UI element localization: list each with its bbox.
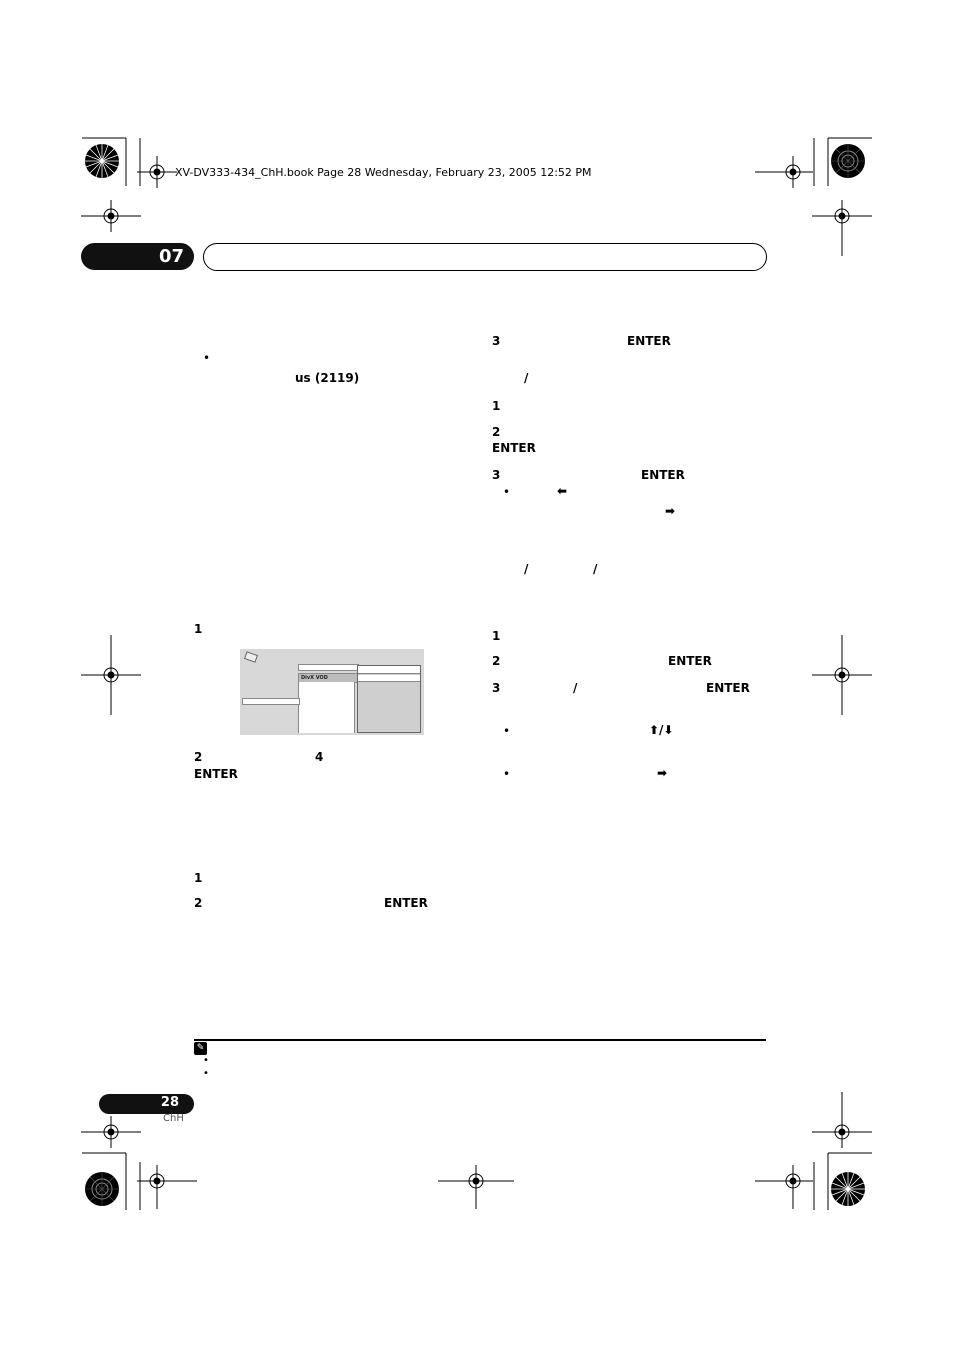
bullet: • — [503, 485, 511, 499]
step-number: 3 — [492, 468, 501, 482]
slash-separator: / — [593, 562, 598, 576]
book-info-header: XV-DV333-434_ChH.book Page 28 Wednesday, February 23, 2005 12:52 PM — [175, 166, 592, 179]
step-number: 3 — [492, 681, 501, 695]
slash-separator: / — [524, 562, 529, 576]
menu-row — [298, 664, 359, 671]
menu-item-label: DivX VOD — [301, 675, 328, 681]
slash-separator: / — [573, 681, 578, 695]
slash-separator: / — [524, 371, 529, 385]
enter-key-label: ENTER — [668, 654, 712, 668]
notes-divider — [194, 1039, 766, 1041]
page-number-tab — [99, 1094, 194, 1114]
step-value: 4 — [315, 750, 324, 764]
option-row — [358, 666, 420, 674]
step-number: 1 — [492, 629, 501, 643]
language-code: ChH — [163, 1113, 184, 1124]
enter-key-label: ENTER — [641, 468, 685, 482]
arrow-left-icon: ⬅ — [557, 484, 568, 498]
chapter-tab — [81, 243, 194, 270]
step-number: 3 — [492, 334, 501, 348]
bullet: • — [203, 1068, 209, 1079]
setup-screen-illustration — [240, 649, 424, 735]
bullet: • — [203, 351, 211, 365]
chapter-title-bar — [203, 243, 767, 271]
note-pencil-icon: ✎ — [194, 1042, 207, 1055]
step-number: 2 — [492, 654, 501, 668]
step-number: 2 — [194, 896, 203, 910]
step-number: 1 — [194, 622, 203, 636]
bullet: • — [203, 1055, 209, 1066]
step-number: 2 — [492, 425, 501, 439]
arrow-right-icon: ➡ — [665, 504, 676, 518]
menu-row — [242, 698, 300, 705]
registration-code: us (2119) — [295, 371, 360, 385]
step-number: 2 — [194, 750, 203, 764]
option-row — [358, 675, 420, 682]
options-panel — [357, 665, 421, 733]
enter-key-label: ENTER — [492, 441, 536, 455]
enter-key-label: ENTER — [384, 896, 428, 910]
step-number: 1 — [194, 871, 203, 885]
chapter-number: 07 — [158, 246, 184, 267]
bullet: • — [503, 767, 511, 781]
menu-panel — [298, 682, 355, 733]
arrow-right-icon: ➡ — [657, 766, 668, 780]
arrow-updown-icon: ⬆/⬇ — [649, 723, 674, 737]
enter-key-label: ENTER — [194, 767, 238, 781]
disc-icon — [244, 651, 258, 663]
enter-key-label: ENTER — [627, 334, 671, 348]
enter-key-label: ENTER — [706, 681, 750, 695]
bullet: • — [503, 724, 511, 738]
page-number: 28 — [160, 1095, 179, 1110]
step-number: 1 — [492, 399, 501, 413]
